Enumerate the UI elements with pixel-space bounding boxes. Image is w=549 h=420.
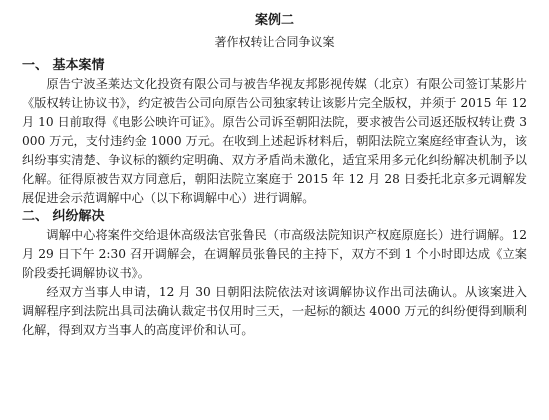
paragraph-mediation: 调解中心将案件交给退休高级法官张鲁民（市高级法院知识产权庭原庭长）进行调解。12 月 29 日下午 2:30 召开调解会，在调解员张鲁民的主持下，双方不到 1 个小时即达成《立案阶段委托调解协议书》。 [22,228,527,280]
case-subtitle: 著作权转让合同争议案 [214,35,335,49]
section-dispute-resolution [22,208,527,340]
paragraph-basic-facts: 原告宁波圣莱达文化投资有限公司与被告华视友邦影视传媒（北京）有限公司签订某影片《版权转让协议书》，约定被告公司向原告公司独家转让该影片完全版权，并须于 2015 年 12 月 10 日前取得《电影公映许可证》。原告公司诉至朝阳法院，要求被告公司返还版权转让费 3000 万元，支付违约金 1000 万元。在收到上述起诉材料后，朝阳法院立案庭经审查认为，该纠纷事实清楚、争议标的额约定明确、双方矛盾尚未激化，适宜采用多元化纠纷解决机制予以化解。征得原被告双方同意后，朝阳法院立案庭于 2015 年 12 月 28 日委托北京多元调解发展促进会示范调解中心（以下称调解中心）进行调解。 [22,77,527,205]
paragraph-judicial-confirmation: 经双方当事人申请，12 月 30 日朝阳法院依法对该调解协议作出司法确认。从该案进入调解程序到法院出具司法确认裁定书仅用时三天，一起标的额达 4000 万元的纠纷便得到顺利化解，得到双方当事人的高度评价和认可。 [22,285,527,337]
case-title: 案例二 [254,13,294,28]
section-heading-dispute-resolution: 二、 纠纷解决 [22,209,105,224]
section-basic-facts [22,57,527,208]
section-heading-basic-facts: 一、 基本案情 [22,58,105,73]
